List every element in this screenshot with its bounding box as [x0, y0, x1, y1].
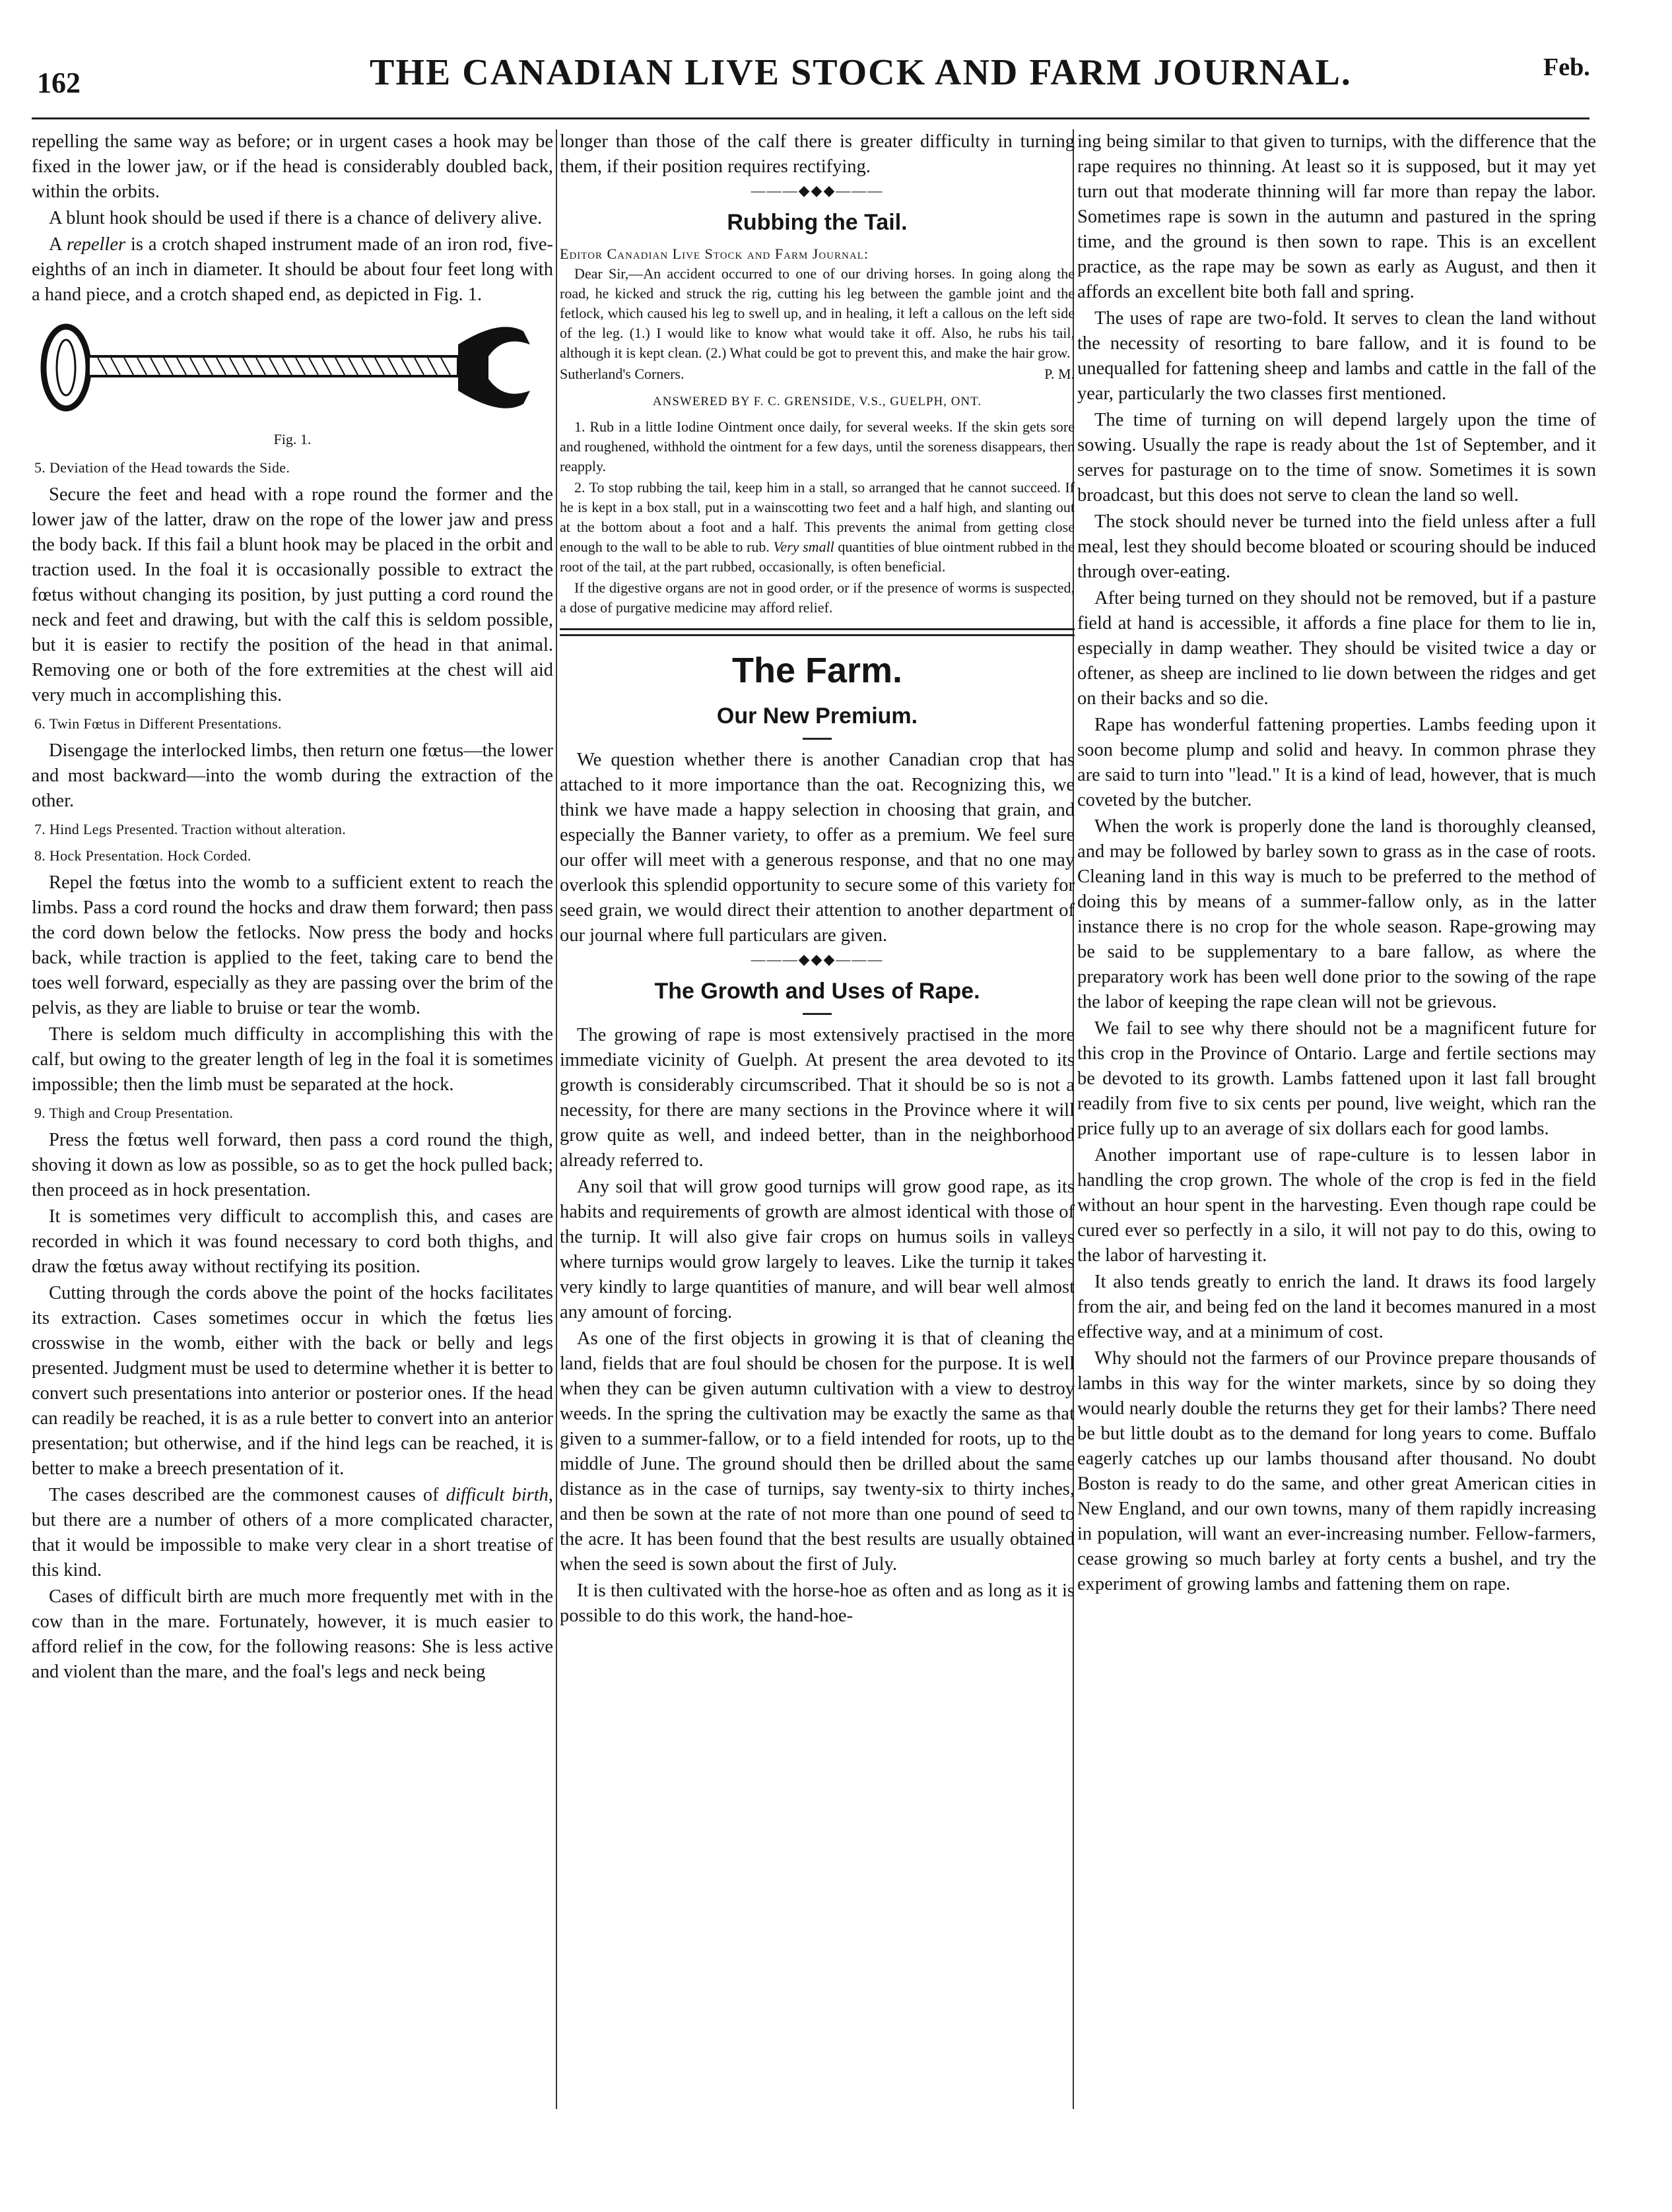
- paragraph: Cutting through the cords above the point of the hocks facilitates its extraction. Cases sometimes occur in which the fœtus lies crosswise in the womb, either with the back or belly and legs presented. Judgment must be used to determine whether it is better to convert such presentations into anterior or posterior ones. If the head can readily be reached, it is as a rule better to convert into an anterior presentation; but otherwise, and if the hind legs can be reached, it is better to make a breech presentation of it.: [32, 1283, 553, 1479]
- paragraph: ing being similar to that given to turnips, with the difference that the rape requires no thinning. At least so it is supposed, but it may yet turn out that moderate thinning will far more than repay the labor. Sometimes rape is sown in the autumn and pastured in the spring time, and the ground is then sown to rape. This is an excellent practice, as the rape may be sown as early as August, and then it affords an excellent bite both fall and spring.: [1077, 131, 1596, 302]
- ornament-divider: ———◆◆◆———: [751, 182, 884, 199]
- emphasis: repeller: [66, 234, 126, 255]
- section-heading: The Farm.: [731, 651, 903, 690]
- paragraph: There is seldom much difficulty in accomplishing this with the calf, but owing to the greater length of leg in the foal it is sometimes impossible; then the limb must be separated at the hock.: [32, 1024, 553, 1095]
- subheading: 5. Deviation of the Head towards the Side.: [34, 459, 290, 476]
- header-rule: [32, 117, 1589, 119]
- answered-by: ANSWERED BY F. C. GRENSIDE, V.S., GUELPH, ONT.: [652, 395, 982, 408]
- paragraph: [32, 1483, 553, 1583]
- ornament-divider: ———◆◆◆———: [751, 951, 884, 967]
- text-run: quantities of blue ointment rubbed in the root of the tail, at the part rubbed, occasionally, is often beneficial.: [560, 538, 1075, 575]
- paragraph: It is sometimes very difficult to accomplish this, and cases are recorded in which it was found necessary to cord both thighs, and draw the fœtus away without rectifying its position.: [32, 1206, 553, 1277]
- answer-item: If the digestive organs are not in good order, or if the presence of worms is suspected, a dose of purgative medicine may afford relief.: [560, 579, 1075, 616]
- paragraph: We fail to see why there should not be a magnificent future for this crop in the Province of Ontario. Large and fertile sections may be devoted to its growth. Lambs fattened upon it last fall brought readily from five to six cents per pound, live weight, which ran the price fully up to an average of six dollars each for good lambs.: [1077, 1018, 1596, 1139]
- short-rule: [803, 1013, 832, 1015]
- text-run: The cases described are the commonest causes of: [49, 1485, 446, 1505]
- paragraph: When the work is properly done the land is thoroughly cleansed, and may be followed by barley sown to grass as in the case of roots. Cleaning land in this way is much to be preferred to the method of doing this by means of a summer-fallow only, as in the latter instance there is no crop for the whole season. Rape-growing may be said to be supplementary to a bare fallow, as where the preparatory work has been well done prior to the sowing of the rape the labor of keeping the rape clean will not be grievous.: [1077, 816, 1596, 1012]
- short-rule: [803, 738, 832, 740]
- editor-line: Editor Canadian Live Stock and Farm Journal:: [560, 245, 869, 262]
- paragraph: Any soil that will grow good turnips will grow good rape, as its habits and requirements of growth are almost identical with those of the turnip. It will also give fair crops on humus soils in valleys where turnips would grow largely to leaves. Like the turnip it takes very kindly to large quantities of manure, and will bear well almost any amount of forcing.: [560, 1177, 1075, 1322]
- letter-block: [560, 244, 1075, 618]
- emphasis: Very small: [773, 538, 834, 555]
- paragraph: Cases of difficult birth are much more frequently met with in the cow than in the mare. Fortunately, however, it is much easier to afford relief in the cow, for the following reasons: She is less active and violent than the mare, and the foal's legs and neck being: [32, 1586, 553, 1682]
- answer-item: [560, 478, 1075, 577]
- subheading: 9. Thigh and Croup Presentation.: [34, 1105, 234, 1121]
- text-run: 2. To stop rubbing the tail, keep him in a stall, so arranged that he cannot succeed. If he is kept in a box stall, put in a wainscotting two feet and a half high, and slanting out at the bottom about a foot and a half. This prevents the animal from getting close enough to the wall to be able to rub.: [560, 479, 1075, 555]
- column-3: [1077, 129, 1596, 1598]
- letter-place: Sutherland's Corners.: [560, 366, 685, 382]
- letter-text: Dear Sir,—An accident occurred to one of our driving horses. In going along the road, he kicked and struck the rig, cutting his leg between the gamble joint and the fetlock, which caused his leg to swell up, and in healing, it left a callous on the left side of the leg. (1.) I would like to know what would take it off. Also, he rubs his tail, although it is kept clean. (2.) What could be got to prevent this, and make the hair grow.: [560, 265, 1075, 361]
- paragraph: Rape has wonderful fattening properties. Lambs feeding upon it soon become plump and solid and heavy. In common phrase they are said to turn into "lead." It is a kind of lead, however, that is much coveted by the butcher.: [1077, 715, 1596, 810]
- paragraph: longer than those of the calf there is greater difficulty in turning them, if their position requires rectifying.: [560, 131, 1075, 177]
- paragraph: repelling the same way as before; or in urgent cases a hook may be fixed in the lower jaw, or if the head is considerably doubled back, within the orbits.: [32, 131, 553, 202]
- paragraph: After being turned on they should not be removed, but if a pasture field at hand is accessible, it affords a fine place for them to lie in, especially in damp weather. They should be visited twice a day or oftener, as sheep are inclined to lie down between the ridges and get on their backs and so die.: [1077, 588, 1596, 709]
- page-number: 162: [37, 67, 81, 99]
- subheading: 8. Hock Presentation. Hock Corded.: [34, 847, 251, 864]
- journal-title: THE CANADIAN LIVE STOCK AND FARM JOURNAL.: [370, 52, 1352, 93]
- paragraph: We question whether there is another Canadian crop that has attached to it more importance than the oat. Recognizing this, we think we have made a happy selection in choosing that grain, and especially the Banner variety, to offer as a premium. We feel sure our offer will meet with a generous response, and that no one may overlook this splendid opportunity to secure some of this variety for seed grain, we would direct their attention to another department of our journal where full particulars are given.: [560, 750, 1075, 946]
- letter-signature: [560, 364, 1075, 384]
- subheading: 7. Hind Legs Presented. Traction without alteration.: [34, 821, 347, 837]
- text-run: is a crotch shaped instrument made of an iron rod, five-eighths of an inch in diameter. It should be about four feet long with a hand piece, and a crotch shaped end, as depicted in Fig. 1.: [32, 234, 553, 305]
- paragraph: [32, 232, 553, 308]
- paragraph: The stock should never be turned into the field unless after a full meal, lest they should become bloated or scouring should be induced through over-eating.: [1077, 511, 1596, 582]
- text-run: , but there are a number of others of a more complicated character, that it would be impossible to make very clear in a short treatise of this kind.: [32, 1485, 553, 1580]
- answer-item: 1. Rub in a little Iodine Ointment once daily, for several weeks. If the skin gets sore and roughened, withhold the ointment for a few days, until the soreness disappears, then reapply.: [560, 418, 1075, 474]
- paragraph: Another important use of rape-culture is to lessen labor in handling the crop grown. The whole of the crop is fed in the field without an hour spent in the harvesting. Even though rape could be cured ever so perfectly in a silo, it will not pay to do this, owing to the labor of harvesting it.: [1077, 1145, 1596, 1266]
- paragraph: Why should not the farmers of our Province prepare thousands of lambs in this way for the winter markets, since by so doing they would nearly double the returns they get for their lambs? There need be but little doubt as to the demand for long years to come. Buffalo eagerly catches up our lambs thousand after thousand. No doubt Boston is ready to do the same, and other great American cities in New England, and our own towns, many of them rapidly increasing in population, will want an ever-increasing number. Fellow-farmers, cease growing so much barley at forty cents a bushel, and try the experiment of growing lambs and fattening them on rape.: [1077, 1348, 1596, 1594]
- paragraph: The uses of rape are two-fold. It serves to clean the land without the necessity of resorting to bare fallow, and it is found to be unequalled for fattening sheep and lambs and cattle in the fall of the year, particularly the two classes first mentioned.: [1077, 308, 1596, 404]
- emphasis: difficult birth: [446, 1485, 549, 1505]
- paragraph: Press the fœtus well forward, then pass a cord round the thigh, shoving it down as low as possible, so as to get the hock pulled back; then proceed as in hock presentation.: [32, 1130, 553, 1200]
- repeller-illustration: [38, 318, 540, 417]
- subheading: 6. Twin Fœtus in Different Presentations.: [34, 715, 282, 732]
- paragraph: As one of the first objects in growing it is that of cleaning the land, fields that are foul should be chosen for the purpose. It is well when they can be given autumn cultivation with a view to destroy weeds. In the spring the cultivation may be exactly the same as that given to a summer-fallow, or to a field intended for roots, up to the middle of June. The ground should then be drilled about the same distance as in the case of turnips, say twenty-six to thirty inches, and then be sown at the rate of not more than one pound of seed to the acre. It has been found that the best results are usually obtained when the seed is sown about the first of July.: [560, 1328, 1075, 1575]
- article-heading: Rubbing the Tail.: [727, 210, 908, 235]
- text-run: A: [49, 234, 67, 255]
- column-rule-1: [556, 129, 557, 2109]
- paragraph: Repel the fœtus into the womb to a sufficient extent to reach the limbs. Pass a cord round the hocks and draw them forward; then pass the cord down below the fetlocks. Now press the body and hocks back, while traction is applied to the feet, taking care to bend the toes well forward, especially as they are passing over the brim of the pelvis, as they are liable to bruise or tear the womb.: [32, 872, 553, 1018]
- paragraph: Disengage the interlocked limbs, then return one fœtus—the lower and most backward—into the womb during the extraction of the other.: [32, 740, 553, 811]
- article-heading: The Growth and Uses of Rape.: [654, 979, 980, 1004]
- column-1: [32, 129, 553, 1686]
- paragraph: It also tends greatly to enrich the land. It draws its food largely from the air, and being fed on the land it becomes manured in a most effective way, and at a minimum of cost.: [1077, 1272, 1596, 1342]
- paragraph: The time of turning on will depend largely upon the time of sowing. Usually the rape is ready about the 1st of September, and it serves for pasturage on to the time of snow. Sometimes it is sown broadcast, but this does not serve to clean the land so well.: [1077, 410, 1596, 505]
- paragraph: Secure the feet and head with a rope round the former and the lower jaw of the latter, draw on the rope of the lower jaw and press the body back. If this fail a blunt hook may be placed in the orbit and traction used. In the foal it is occasionally possible to extract the fœtus without changing its position, by just putting a cord round the neck and feet and drawing, but with the calf this is seldom possible, but it is easier to rectify the position of the head in that animal. Removing one or both of the fore extremities at the chest will aid very much in accomplishing this.: [32, 484, 553, 705]
- paragraph: The growing of rape is most extensively practised in the more immediate vicinity of Guelph. At present the area devoted to its growth is considerably circumscribed. That it should be so is not a necessity, for there are many sections in the Province where it will grow quite as well, and indeed better, than in the neighborhood already referred to.: [560, 1025, 1075, 1171]
- section-rule: [560, 628, 1075, 636]
- paragraph: A blunt hook should be used if there is a chance of delivery alive.: [49, 208, 543, 228]
- figure-caption: Fig. 1.: [273, 431, 312, 447]
- month-label: Feb.: [1543, 53, 1590, 81]
- column-2: [560, 129, 1075, 1630]
- article-heading: Our New Premium.: [716, 703, 918, 729]
- paragraph: It is then cultivated with the horse-hoe as often and as long as it is possible to do this work, the hand-hoe-: [560, 1580, 1075, 1626]
- letter-initials: P. M.: [1044, 366, 1075, 382]
